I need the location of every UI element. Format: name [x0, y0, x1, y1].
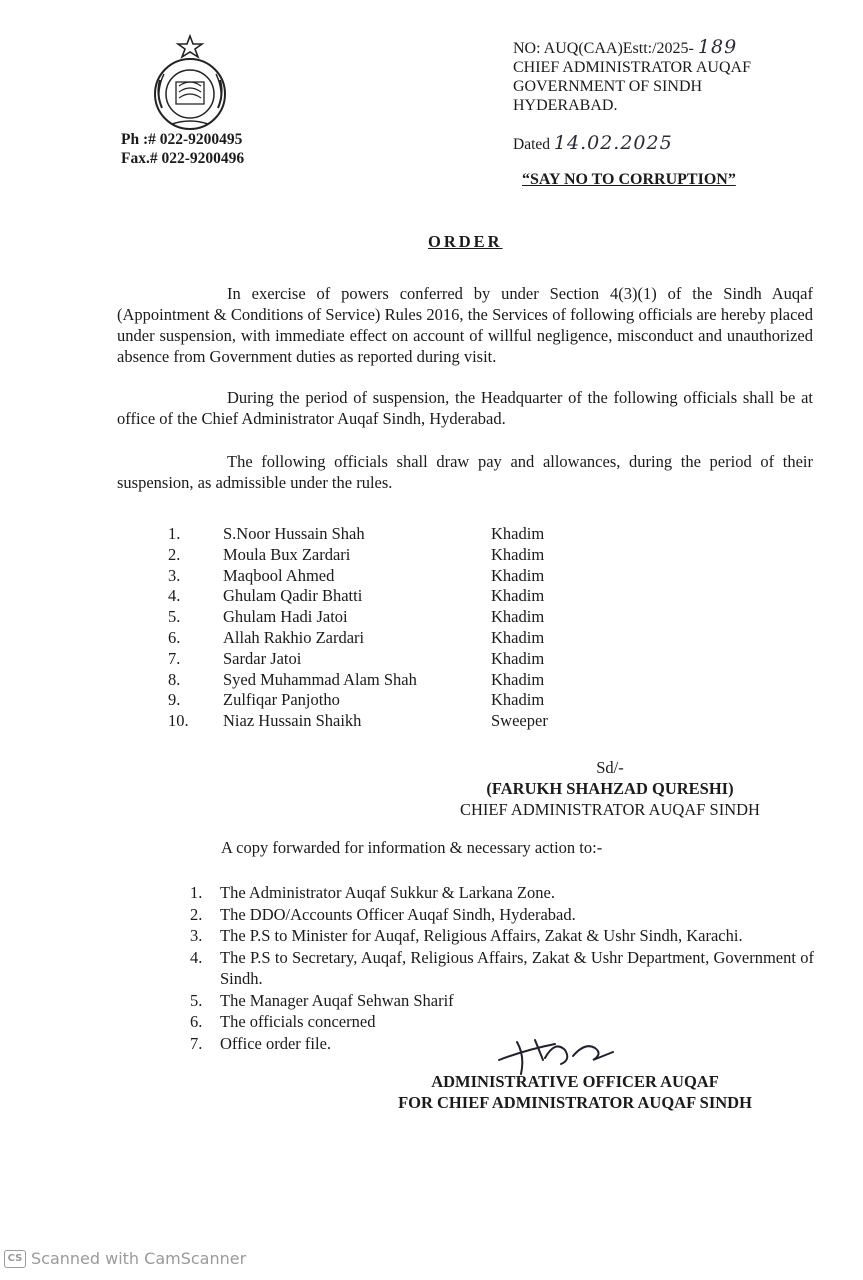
item-number: 3. [190, 926, 203, 945]
copy-list [190, 882, 814, 1054]
slogan: “SAY NO TO CORRUPTION” [522, 171, 736, 188]
item-number: 8. [168, 669, 181, 689]
signatory-designation: CHIEF ADMINISTRATOR AUQAF SINDH [460, 800, 760, 819]
official-post: Khadim [491, 544, 545, 564]
list-item [190, 925, 814, 947]
list-item [168, 690, 548, 711]
paragraph-1-text: In exercise of powers conferred by under Section 4(3)(1) of the Sindh Auqaf (Appointment & Conditions of Service) Rules 2016, the Services of following officials are hereby placed under suspension, with immediate effect on account of willful negligence, misconduct and unauthorized absence from Government duties as reported during visit. [117, 284, 813, 366]
admin-signatory-block [380, 1071, 770, 1113]
official-name: Ghulam Qadir Bhatti [223, 586, 363, 606]
list-item [168, 649, 548, 670]
official-name: Allah Rakhio Zardari [223, 627, 365, 647]
list-item [168, 586, 548, 607]
copy-recipient: The P.S to Minister for Auqaf, Religious Affairs, Zakat & Ushr Sindh, Karachi. [220, 926, 743, 945]
watermark-text: Scanned with CamScanner [31, 1249, 247, 1268]
official-post: Khadim [491, 690, 545, 710]
copy-recipient: The Administrator Auqaf Sukkur & Larkana Zone. [220, 883, 555, 902]
official-post: Khadim [491, 524, 545, 543]
official-post: Khadim [491, 669, 545, 689]
list-item [168, 524, 548, 545]
admin-officer-line: ADMINISTRATIVE OFFICER AUQAF [431, 1072, 719, 1091]
copy-recipient: The P.S to Secretary, Auqaf, Religious Affairs, Zakat & Ushr Department, Government of Sindh. [220, 947, 814, 988]
contact-block [121, 130, 244, 168]
phone-number: Ph :# 022-9200495 [121, 131, 243, 148]
item-number: 1. [168, 524, 181, 543]
official-name: Syed Muhammad Alam Shah [223, 669, 417, 689]
copy-recipient: The officials concerned [220, 1012, 376, 1031]
fax-number: Fax.# 022-9200496 [121, 150, 245, 167]
copy-intro: A copy forwarded for information & necessary action to:- [221, 838, 603, 857]
camscanner-logo-icon: CS [4, 1250, 26, 1268]
reference-handwritten-number: 189 [697, 36, 738, 58]
list-item [168, 607, 548, 628]
item-number: 2. [168, 544, 181, 564]
item-number: 4. [190, 947, 203, 967]
reference-header [513, 38, 751, 115]
official-post: Khadim [491, 648, 545, 668]
officials-list [168, 524, 548, 732]
official-post: Khadim [491, 586, 545, 606]
paragraph-3-text: The following officials shall draw pay and allowances, during the period of their suspension, as admissible under the rules. [117, 452, 813, 492]
paragraph-2-text: During the period of suspension, the Headquarter of the following officials shall be at office of the Chief Administrator Auqaf Sindh, Hyderabad. [117, 388, 813, 428]
copy-recipient: Office order file. [220, 1033, 332, 1053]
dated-label: Dated [513, 136, 554, 153]
admin-for-line: FOR CHIEF ADMINISTRATOR AUQAF SINDH [398, 1093, 752, 1112]
official-name: Moula Bux Zardari [223, 544, 351, 564]
official-name: S.Noor Hussain Shah [223, 524, 365, 543]
item-number: 5. [168, 607, 181, 627]
list-item [190, 882, 814, 904]
list-item [190, 904, 814, 926]
signatory-block [440, 757, 780, 820]
government-emblem [146, 34, 234, 132]
signatory-name: (FARUKH SHAHZAD QURESHI) [486, 779, 734, 798]
official-post: Khadim [491, 565, 545, 585]
item-number: 3. [168, 565, 181, 585]
item-number: 6. [190, 1012, 203, 1031]
city-name: HYDERABAD. [513, 97, 618, 114]
dated-line [513, 132, 673, 154]
list-item [168, 670, 548, 691]
item-number: 7. [190, 1033, 203, 1053]
item-number: 6. [168, 627, 181, 647]
official-name: Sardar Jatoi [223, 648, 302, 668]
order-title: ORDER [428, 232, 503, 251]
scanner-watermark [4, 1249, 246, 1268]
item-number: 5. [190, 990, 203, 1010]
list-item [190, 947, 814, 990]
item-number: 2. [190, 904, 203, 924]
paragraph-2 [117, 387, 813, 429]
copy-recipient: The DDO/Accounts Officer Auqaf Sindh, Hyderabad. [220, 904, 576, 924]
paragraph-1 [117, 283, 813, 367]
list-item [168, 566, 548, 587]
item-number: 4. [168, 586, 181, 606]
official-post: Sweeper [491, 711, 548, 731]
list-item [168, 711, 548, 732]
office-name: CHIEF ADMINISTRATOR AUQAF [513, 59, 751, 76]
government-name: GOVERNMENT OF SINDH [513, 78, 703, 95]
official-name: Zulfiqar Panjotho [223, 690, 340, 710]
item-number: 7. [168, 648, 181, 668]
reference-prefix: NO: AUQ(CAA)Estt:/2025- [513, 40, 698, 57]
official-name: Ghulam Hadi Jatoi [223, 607, 348, 627]
list-item [190, 990, 814, 1012]
sd-mark: Sd/- [596, 758, 624, 777]
item-number: 10. [168, 711, 189, 731]
paragraph-3 [117, 451, 813, 493]
dated-handwritten-value: 14.02.2025 [553, 132, 673, 154]
reference-number [513, 38, 751, 58]
item-number: 1. [190, 883, 203, 902]
list-item [168, 628, 548, 649]
official-post: Khadim [491, 627, 545, 647]
copy-recipient: The Manager Auqaf Sehwan Sharif [220, 990, 454, 1010]
official-name: Maqbool Ahmed [223, 565, 335, 585]
official-post: Khadim [491, 607, 545, 627]
item-number: 9. [168, 690, 181, 710]
official-name: Niaz Hussain Shaikh [223, 711, 362, 731]
list-item [168, 545, 548, 566]
